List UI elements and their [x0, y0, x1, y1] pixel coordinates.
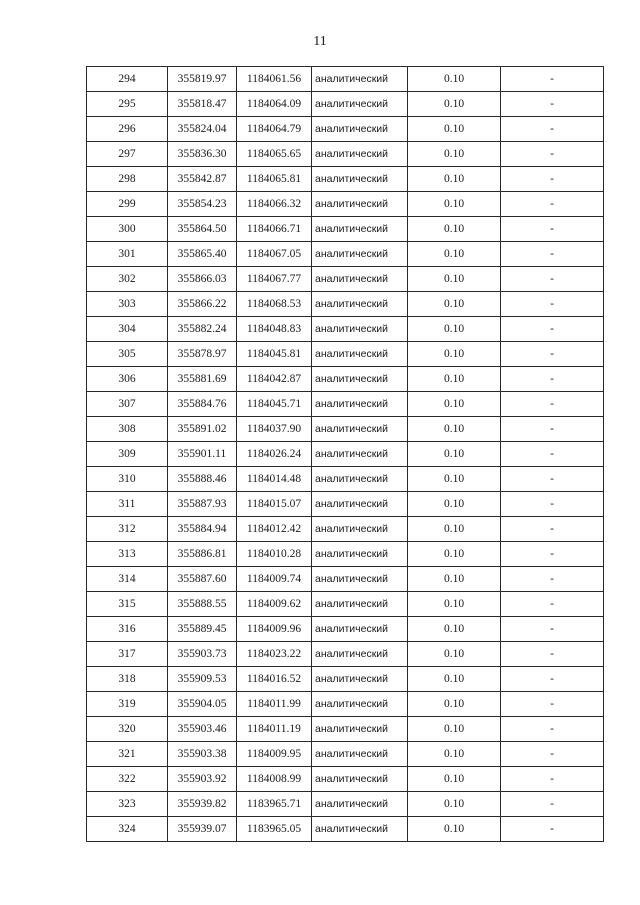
method-cell: аналитический [312, 542, 408, 567]
y-coordinate-cell: 1184012.42 [237, 517, 312, 542]
table-row [87, 542, 604, 567]
x-coordinate-cell: 355904.05 [168, 692, 237, 717]
note-cell: - [501, 642, 604, 667]
x-coordinate-cell: 355854.23 [168, 192, 237, 217]
y-coordinate-cell: 1184037.90 [237, 417, 312, 442]
accuracy-cell: 0.10 [408, 367, 501, 392]
method-cell: аналитический [312, 142, 408, 167]
method-cell: аналитический [312, 92, 408, 117]
method-cell: аналитический [312, 767, 408, 792]
accuracy-cell: 0.10 [408, 117, 501, 142]
table-row [87, 442, 604, 467]
accuracy-cell: 0.10 [408, 742, 501, 767]
table-row [87, 667, 604, 692]
note-cell: - [501, 142, 604, 167]
table-row [87, 367, 604, 392]
note-cell: - [501, 217, 604, 242]
method-cell: аналитический [312, 242, 408, 267]
note-cell: - [501, 792, 604, 817]
accuracy-cell: 0.10 [408, 417, 501, 442]
x-coordinate-cell: 355903.46 [168, 717, 237, 742]
method-cell: аналитический [312, 217, 408, 242]
table-row [87, 792, 604, 817]
point-number-cell: 320 [87, 717, 168, 742]
method-cell: аналитический [312, 667, 408, 692]
y-coordinate-cell: 1184067.05 [237, 242, 312, 267]
note-cell: - [501, 192, 604, 217]
method-cell: аналитический [312, 592, 408, 617]
point-number-cell: 315 [87, 592, 168, 617]
table-row [87, 642, 604, 667]
accuracy-cell: 0.10 [408, 92, 501, 117]
x-coordinate-cell: 355884.76 [168, 392, 237, 417]
point-number-cell: 304 [87, 317, 168, 342]
accuracy-cell: 0.10 [408, 592, 501, 617]
table-row [87, 392, 604, 417]
accuracy-cell: 0.10 [408, 542, 501, 567]
point-number-cell: 313 [87, 542, 168, 567]
note-cell: - [501, 692, 604, 717]
method-cell: аналитический [312, 342, 408, 367]
method-cell: аналитический [312, 67, 408, 92]
y-coordinate-cell: 1184011.19 [237, 717, 312, 742]
point-number-cell: 308 [87, 417, 168, 442]
accuracy-cell: 0.10 [408, 467, 501, 492]
note-cell: - [501, 742, 604, 767]
method-cell: аналитический [312, 292, 408, 317]
table-row [87, 92, 604, 117]
y-coordinate-cell: 1184064.09 [237, 92, 312, 117]
method-cell: аналитический [312, 792, 408, 817]
y-coordinate-cell: 1184066.32 [237, 192, 312, 217]
note-cell: - [501, 317, 604, 342]
note-cell: - [501, 292, 604, 317]
accuracy-cell: 0.10 [408, 67, 501, 92]
point-number-cell: 324 [87, 817, 168, 842]
x-coordinate-cell: 355939.07 [168, 817, 237, 842]
accuracy-cell: 0.10 [408, 667, 501, 692]
point-number-cell: 299 [87, 192, 168, 217]
note-cell: - [501, 467, 604, 492]
table-row [87, 242, 604, 267]
point-number-cell: 305 [87, 342, 168, 367]
x-coordinate-cell: 355889.45 [168, 617, 237, 642]
accuracy-cell: 0.10 [408, 792, 501, 817]
y-coordinate-cell: 1184065.81 [237, 167, 312, 192]
point-number-cell: 319 [87, 692, 168, 717]
y-coordinate-cell: 1184042.87 [237, 367, 312, 392]
x-coordinate-cell: 355891.02 [168, 417, 237, 442]
x-coordinate-cell: 355886.81 [168, 542, 237, 567]
point-number-cell: 321 [87, 742, 168, 767]
x-coordinate-cell: 355887.93 [168, 492, 237, 517]
y-coordinate-cell: 1184045.81 [237, 342, 312, 367]
point-number-cell: 322 [87, 767, 168, 792]
y-coordinate-cell: 1184023.22 [237, 642, 312, 667]
x-coordinate-cell: 355866.22 [168, 292, 237, 317]
note-cell: - [501, 67, 604, 92]
method-cell: аналитический [312, 567, 408, 592]
note-cell: - [501, 117, 604, 142]
method-cell: аналитический [312, 442, 408, 467]
table-row [87, 692, 604, 717]
table-row [87, 317, 604, 342]
method-cell: аналитический [312, 742, 408, 767]
table-row [87, 467, 604, 492]
point-number-cell: 314 [87, 567, 168, 592]
accuracy-cell: 0.10 [408, 342, 501, 367]
note-cell: - [501, 267, 604, 292]
y-coordinate-cell: 1184009.74 [237, 567, 312, 592]
y-coordinate-cell: 1184016.52 [237, 667, 312, 692]
x-coordinate-cell: 355909.53 [168, 667, 237, 692]
table-row [87, 617, 604, 642]
point-number-cell: 300 [87, 217, 168, 242]
point-number-cell: 309 [87, 442, 168, 467]
y-coordinate-cell: 1184009.95 [237, 742, 312, 767]
note-cell: - [501, 817, 604, 842]
y-coordinate-cell: 1184009.96 [237, 617, 312, 642]
accuracy-cell: 0.10 [408, 292, 501, 317]
x-coordinate-cell: 355842.87 [168, 167, 237, 192]
y-coordinate-cell: 1184014.48 [237, 467, 312, 492]
table-row [87, 817, 604, 842]
table-row [87, 417, 604, 442]
note-cell: - [501, 617, 604, 642]
table-row [87, 492, 604, 517]
method-cell: аналитический [312, 167, 408, 192]
note-cell: - [501, 92, 604, 117]
table-row [87, 267, 604, 292]
x-coordinate-cell: 355818.47 [168, 92, 237, 117]
table-row [87, 592, 604, 617]
accuracy-cell: 0.10 [408, 642, 501, 667]
y-coordinate-cell: 1184065.65 [237, 142, 312, 167]
table-row [87, 292, 604, 317]
x-coordinate-cell: 355903.92 [168, 767, 237, 792]
y-coordinate-cell: 1184008.99 [237, 767, 312, 792]
method-cell: аналитический [312, 192, 408, 217]
note-cell: - [501, 592, 604, 617]
x-coordinate-cell: 355836.30 [168, 142, 237, 167]
note-cell: - [501, 517, 604, 542]
note-cell: - [501, 242, 604, 267]
method-cell: аналитический [312, 317, 408, 342]
x-coordinate-cell: 355881.69 [168, 367, 237, 392]
method-cell: аналитический [312, 117, 408, 142]
note-cell: - [501, 367, 604, 392]
accuracy-cell: 0.10 [408, 617, 501, 642]
point-number-cell: 316 [87, 617, 168, 642]
y-coordinate-cell: 1183965.71 [237, 792, 312, 817]
y-coordinate-cell: 1184011.99 [237, 692, 312, 717]
point-number-cell: 323 [87, 792, 168, 817]
point-number-cell: 307 [87, 392, 168, 417]
y-coordinate-cell: 1184026.24 [237, 442, 312, 467]
point-number-cell: 310 [87, 467, 168, 492]
note-cell: - [501, 542, 604, 567]
table-row [87, 192, 604, 217]
point-number-cell: 318 [87, 667, 168, 692]
method-cell: аналитический [312, 517, 408, 542]
point-number-cell: 303 [87, 292, 168, 317]
y-coordinate-cell: 1184048.83 [237, 317, 312, 342]
accuracy-cell: 0.10 [408, 217, 501, 242]
x-coordinate-cell: 355824.04 [168, 117, 237, 142]
y-coordinate-cell: 1184010.28 [237, 542, 312, 567]
note-cell: - [501, 717, 604, 742]
point-number-cell: 298 [87, 167, 168, 192]
note-cell: - [501, 417, 604, 442]
x-coordinate-cell: 355903.73 [168, 642, 237, 667]
x-coordinate-cell: 355864.50 [168, 217, 237, 242]
x-coordinate-cell: 355887.60 [168, 567, 237, 592]
method-cell: аналитический [312, 617, 408, 642]
coordinates-table [86, 66, 604, 842]
point-number-cell: 296 [87, 117, 168, 142]
accuracy-cell: 0.10 [408, 442, 501, 467]
table-row [87, 342, 604, 367]
x-coordinate-cell: 355888.46 [168, 467, 237, 492]
note-cell: - [501, 342, 604, 367]
table-row [87, 142, 604, 167]
table-row [87, 167, 604, 192]
point-number-cell: 306 [87, 367, 168, 392]
note-cell: - [501, 492, 604, 517]
y-coordinate-cell: 1184064.79 [237, 117, 312, 142]
x-coordinate-cell: 355819.97 [168, 67, 237, 92]
x-coordinate-cell: 355884.94 [168, 517, 237, 542]
accuracy-cell: 0.10 [408, 142, 501, 167]
x-coordinate-cell: 355865.40 [168, 242, 237, 267]
note-cell: - [501, 567, 604, 592]
method-cell: аналитический [312, 392, 408, 417]
point-number-cell: 294 [87, 67, 168, 92]
point-number-cell: 295 [87, 92, 168, 117]
note-cell: - [501, 442, 604, 467]
y-coordinate-cell: 1184067.77 [237, 267, 312, 292]
method-cell: аналитический [312, 267, 408, 292]
table-row [87, 517, 604, 542]
method-cell: аналитический [312, 417, 408, 442]
point-number-cell: 312 [87, 517, 168, 542]
x-coordinate-cell: 355882.24 [168, 317, 237, 342]
x-coordinate-cell: 355903.38 [168, 742, 237, 767]
table-row [87, 767, 604, 792]
y-coordinate-cell: 1184066.71 [237, 217, 312, 242]
table-row [87, 717, 604, 742]
y-coordinate-cell: 1184061.56 [237, 67, 312, 92]
table-row [87, 567, 604, 592]
accuracy-cell: 0.10 [408, 817, 501, 842]
table-row [87, 117, 604, 142]
note-cell: - [501, 167, 604, 192]
note-cell: - [501, 392, 604, 417]
accuracy-cell: 0.10 [408, 517, 501, 542]
x-coordinate-cell: 355866.03 [168, 267, 237, 292]
point-number-cell: 311 [87, 492, 168, 517]
x-coordinate-cell: 355901.11 [168, 442, 237, 467]
accuracy-cell: 0.10 [408, 267, 501, 292]
x-coordinate-cell: 355888.55 [168, 592, 237, 617]
accuracy-cell: 0.10 [408, 192, 501, 217]
x-coordinate-cell: 355939.82 [168, 792, 237, 817]
point-number-cell: 297 [87, 142, 168, 167]
x-coordinate-cell: 355878.97 [168, 342, 237, 367]
y-coordinate-cell: 1183965.05 [237, 817, 312, 842]
method-cell: аналитический [312, 642, 408, 667]
y-coordinate-cell: 1184045.71 [237, 392, 312, 417]
note-cell: - [501, 767, 604, 792]
y-coordinate-cell: 1184015.07 [237, 492, 312, 517]
accuracy-cell: 0.10 [408, 392, 501, 417]
table-row [87, 67, 604, 92]
method-cell: аналитический [312, 367, 408, 392]
table-row [87, 742, 604, 767]
method-cell: аналитический [312, 717, 408, 742]
coordinates-table-body [87, 67, 604, 842]
y-coordinate-cell: 1184009.62 [237, 592, 312, 617]
method-cell: аналитический [312, 692, 408, 717]
method-cell: аналитический [312, 467, 408, 492]
accuracy-cell: 0.10 [408, 317, 501, 342]
point-number-cell: 301 [87, 242, 168, 267]
accuracy-cell: 0.10 [408, 692, 501, 717]
accuracy-cell: 0.10 [408, 242, 501, 267]
note-cell: - [501, 667, 604, 692]
accuracy-cell: 0.10 [408, 717, 501, 742]
point-number-cell: 317 [87, 642, 168, 667]
point-number-cell: 302 [87, 267, 168, 292]
accuracy-cell: 0.10 [408, 567, 501, 592]
accuracy-cell: 0.10 [408, 492, 501, 517]
method-cell: аналитический [312, 817, 408, 842]
accuracy-cell: 0.10 [408, 167, 501, 192]
method-cell: аналитический [312, 492, 408, 517]
table-row [87, 217, 604, 242]
accuracy-cell: 0.10 [408, 767, 501, 792]
y-coordinate-cell: 1184068.53 [237, 292, 312, 317]
page-number: 11 [313, 34, 327, 49]
